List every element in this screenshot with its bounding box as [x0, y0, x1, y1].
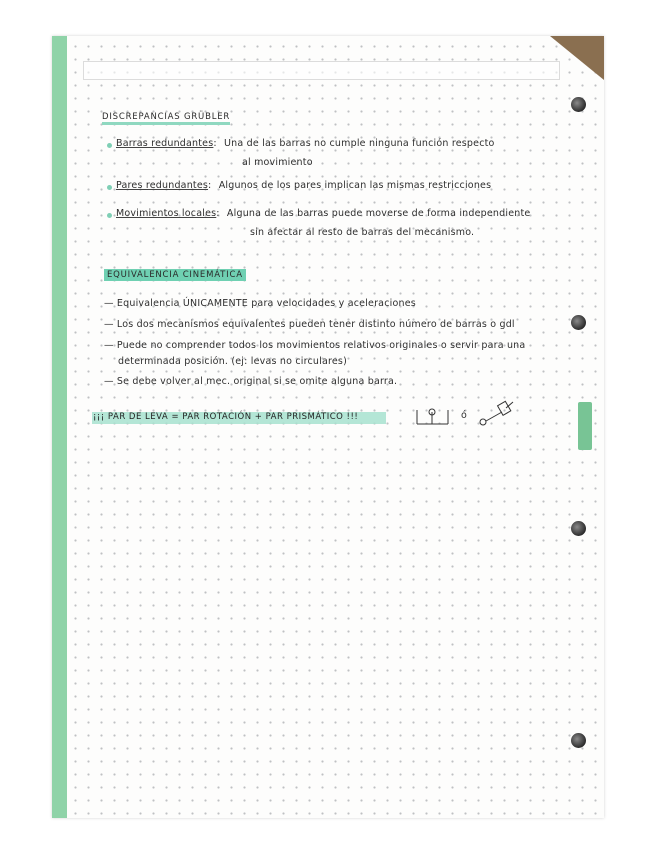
- binder-hole-icon: [571, 733, 586, 748]
- margin-strip: [52, 36, 67, 818]
- item-sep: :: [216, 208, 220, 219]
- cam-note: ¡¡¡ PAR DE LEVA = PAR ROTACIÓN + PAR PRISMÁTICO !!!: [93, 412, 359, 422]
- item-term: Pares redundantes: [116, 180, 209, 191]
- pin-slider-symbol: [478, 400, 516, 430]
- item-sep: :: [208, 180, 212, 191]
- item-2-line-1: [116, 180, 491, 191]
- bullet-dot: [107, 213, 112, 218]
- item-definition: Una de las barras no cumple ninguna función respecto: [224, 138, 495, 149]
- item-definition: Alguna de las barras puede moverse de forma independiente: [226, 208, 531, 219]
- bullet-dot: [107, 185, 112, 190]
- binder-hole-icon: [571, 521, 586, 536]
- binder-hole-icon: [571, 97, 586, 112]
- side-tab: [578, 402, 592, 450]
- bullet-dot: [107, 143, 112, 148]
- symbol-or: ó: [461, 410, 468, 421]
- heading-equivalencia: [104, 270, 246, 280]
- dash-line: — Puede no comprender todos los movimientos relativos originales o servir para una: [104, 340, 526, 351]
- notebook-page: [52, 36, 604, 818]
- heading-grubler: [102, 112, 230, 122]
- binder-hole-icon: [571, 315, 586, 330]
- header-box: [83, 61, 560, 80]
- item-term: Barras redundantes: [116, 138, 214, 149]
- dash-line: — Los dos mecanismos equivalentes pueden tener distinto número de barras o gdl: [104, 319, 515, 330]
- item-3-line-1: [116, 208, 530, 219]
- item-1-line-2: al movimiento: [242, 157, 313, 168]
- dash-line: — Se debe volver al mec. original si se omite alguna barra.: [104, 376, 398, 387]
- slot-pin-symbol: [414, 406, 454, 430]
- heading-equivalencia-text: EQUIVALENCIA CINEMÁTICA: [104, 269, 246, 281]
- item-3-line-2: sin afectar al resto de barras del mecanismo.: [250, 227, 475, 238]
- item-definition: Algunos de los pares implican las mismas restricciones: [218, 180, 492, 191]
- item-term: Movimientos locales: [116, 208, 217, 219]
- dash-line-cont: determinada posición. (ej: levas no circulares): [118, 356, 347, 367]
- item-sep: :: [213, 138, 217, 149]
- heading-grubler-text: DISCREPANCIAS GRÜBLER: [102, 112, 230, 125]
- dash-line: — Equivalencia ÚNICAMENTE para velocidades y aceleraciones: [104, 298, 416, 309]
- item-1-line-1: [116, 138, 495, 149]
